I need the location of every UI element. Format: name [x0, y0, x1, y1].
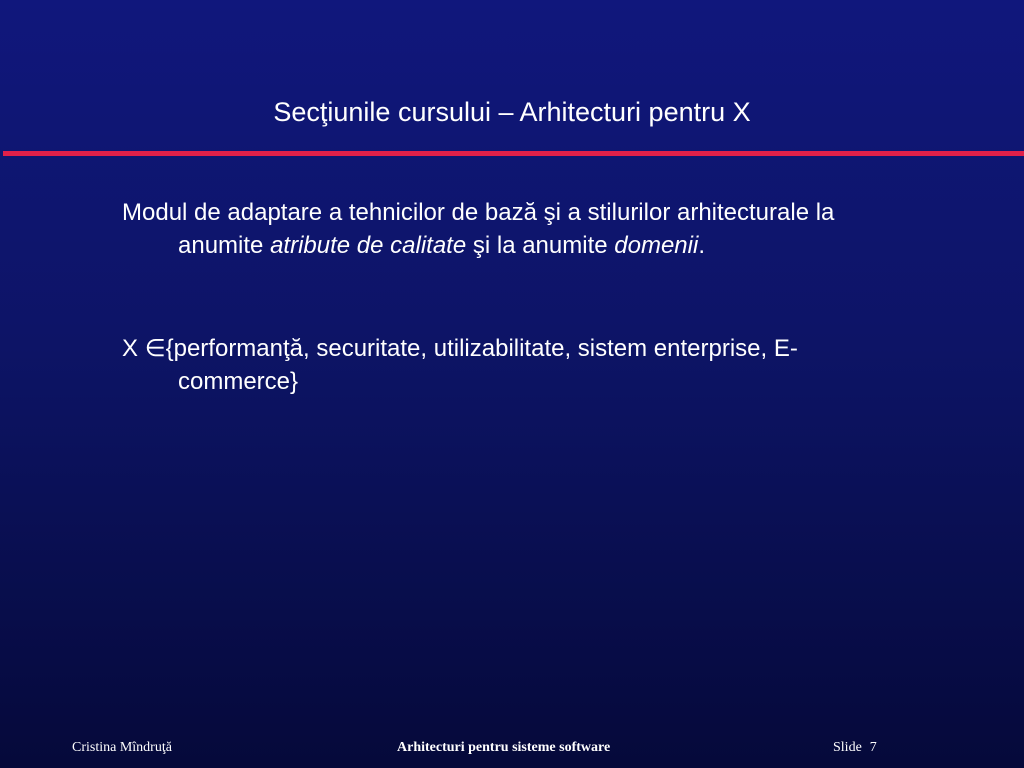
emphasis-domenii: domenii: [614, 232, 699, 259]
paragraph-x-set-line-1: [122, 335, 798, 362]
title-divider: [3, 151, 1024, 156]
paragraph-x-set: [122, 332, 982, 398]
footer-course-title: Arhitecturi pentru sisteme software: [397, 740, 611, 755]
element-of-symbol: ∈: [144, 335, 166, 362]
slide-title: Secţiunile cursului – Arhitecturi pentru X: [273, 97, 751, 127]
paragraph-adaptation-line-1: Modul de adaptare a tehnicilor de bază şi a stilurilor arhitecturale la: [122, 199, 835, 226]
text-period: .: [698, 232, 705, 259]
footer-slide-label: Slide: [833, 740, 862, 755]
paragraph-adaptation: [122, 196, 982, 262]
footer-slide-number: [833, 738, 877, 758]
text-anumite: anumite: [178, 232, 271, 259]
paragraph-x-set-line-2: commerce}: [178, 368, 299, 395]
emphasis-atribute-de-calitate: atribute de calitate: [270, 232, 467, 259]
footer-slide-value: 7: [869, 740, 877, 755]
footer-author: Cristina Mîndruţă: [72, 740, 172, 755]
text-x-set-members: {performanţă, securitate, utilizabilitate, sistem enterprise, E-: [165, 335, 798, 362]
paragraph-adaptation-line-2: [122, 229, 982, 262]
text-x-prefix: X: [122, 335, 145, 362]
text-si-la-anumite: şi la anumite: [466, 232, 615, 259]
